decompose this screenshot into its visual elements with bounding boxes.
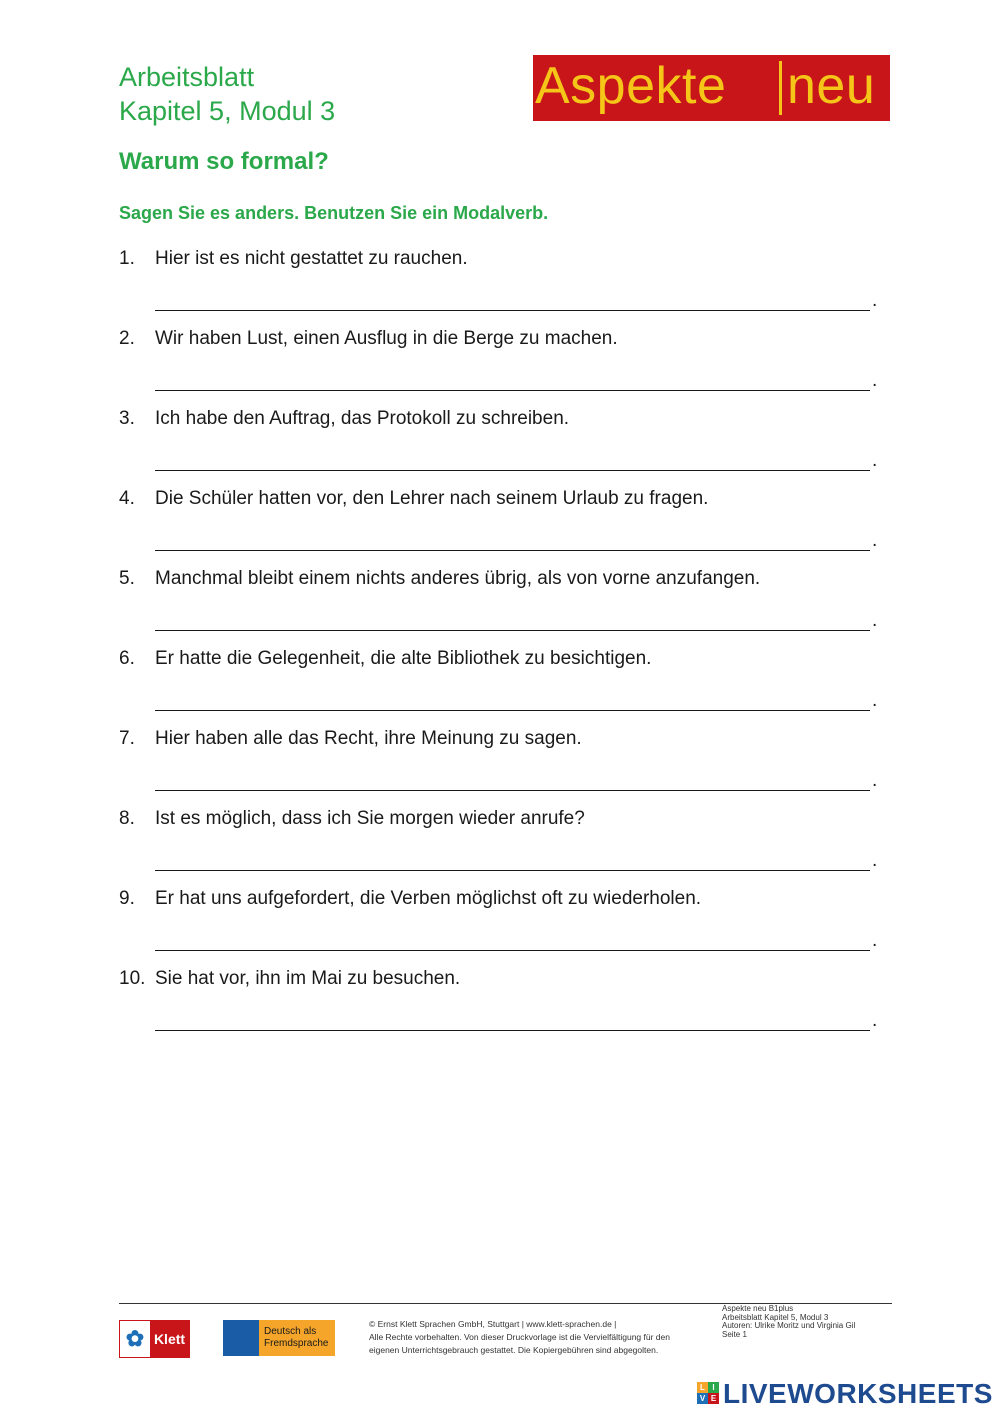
item-prompt: Ich habe den Auftrag, das Protokoll zu schreiben.: [155, 408, 570, 429]
answer-period: .: [872, 290, 878, 311]
answer-period: .: [872, 370, 878, 391]
answer-period: .: [872, 1010, 878, 1031]
item-prompt: Wir haben Lust, einen Ausflug in die Berge zu machen.: [155, 328, 618, 349]
answer-line[interactable]: [155, 710, 870, 711]
answer-period: .: [872, 530, 878, 551]
copyright-line: © Ernst Klett Sprachen GmbH, Stuttgart | www.klett-sprachen.de |: [369, 1319, 617, 1329]
live-letter: L: [697, 1382, 708, 1393]
liveworksheets-wordmark: LIVEWORKSHEETS: [723, 1378, 993, 1409]
answer-period: .: [872, 770, 878, 791]
liveworksheets-icon: [697, 1382, 719, 1404]
daf-logo: [223, 1320, 335, 1356]
item-number: 3.: [119, 408, 135, 429]
daf-logo-square: [223, 1320, 259, 1356]
item-number: 8.: [119, 808, 135, 829]
live-letter: V: [697, 1393, 708, 1404]
live-letter: E: [708, 1393, 719, 1404]
logo-divider: [779, 61, 782, 115]
logo-word-neu: neu: [787, 57, 876, 115]
worksheet-subtitle: Kapitel 5, Modul 3: [119, 96, 336, 126]
copyright-notice: [369, 1318, 699, 1357]
copyright-line: Alle Rechte vorbehalten. Von dieser Druckvorlage ist die Vervielfältigung für den: [369, 1332, 670, 1342]
item-number: 5.: [119, 568, 135, 589]
meta-line: Arbeitsblatt Kapitel 5, Modul 3: [722, 1312, 829, 1322]
klett-brand: Klett: [150, 1321, 189, 1357]
item-prompt: Ist es möglich, dass ich Sie morgen wieder anrufe?: [155, 808, 585, 829]
answer-line[interactable]: [155, 1030, 870, 1031]
answer-line[interactable]: [155, 630, 870, 631]
exercise-instruction: Sagen Sie es anders. Benutzen Sie ein Modalverb.: [119, 203, 549, 223]
item-number: 10.: [119, 968, 146, 989]
item-prompt: Hier haben alle das Recht, ihre Meinung zu sagen.: [155, 728, 582, 749]
klett-logo: [119, 1320, 190, 1358]
daf-logo-label: Deutsch als Fremdsprache: [259, 1320, 335, 1356]
answer-line[interactable]: [155, 310, 870, 311]
copyright-line: eigenen Unterrichtsgebrauch gestattet. Die Kopiergebühren sind abgegolten.: [369, 1345, 659, 1355]
item-prompt: Sie hat vor, ihn im Mai zu besuchen.: [155, 968, 461, 989]
live-letter: I: [708, 1382, 719, 1393]
item-prompt: Hier ist es nicht gestattet zu rauchen.: [155, 248, 468, 269]
answer-period: .: [872, 450, 878, 471]
answer-line[interactable]: [155, 390, 870, 391]
item-number: 1.: [119, 248, 135, 269]
meta-line: Autoren: Ulrike Moritz und Virginia Gil: [722, 1321, 856, 1330]
document-meta: [722, 1305, 892, 1339]
item-number: 2.: [119, 328, 135, 349]
worksheet-title: Arbeitsblatt: [119, 62, 255, 92]
item-prompt: Er hatte die Gelegenheit, die alte Bibliothek zu besichtigen.: [155, 648, 652, 669]
item-number: 7.: [119, 728, 135, 749]
answer-line[interactable]: [155, 550, 870, 551]
answer-period: .: [872, 610, 878, 631]
meta-line: Seite 1: [722, 1329, 747, 1339]
answer-period: .: [872, 930, 878, 951]
item-number: 6.: [119, 648, 135, 669]
answer-period: .: [872, 850, 878, 871]
item-number: 9.: [119, 888, 135, 909]
answer-period: .: [872, 690, 878, 711]
item-number: 4.: [119, 488, 135, 509]
answer-line[interactable]: [155, 950, 870, 951]
exercise-heading: Warum so formal?: [119, 148, 329, 175]
answer-line[interactable]: [155, 870, 870, 871]
klett-clover-icon: ✿: [125, 1326, 145, 1351]
logo-word-aspekte: Aspekte: [535, 57, 727, 115]
item-prompt: Die Schüler hatten vor, den Lehrer nach seinem Urlaub zu fragen.: [155, 488, 709, 509]
item-prompt: Er hat uns aufgefordert, die Verben möglichst oft zu wiederholen.: [155, 888, 702, 909]
meta-line: Aspekte neu B1plus: [722, 1304, 794, 1313]
aspekte-neu-logo: [533, 55, 890, 121]
item-prompt: Manchmal bleibt einem nichts anderes übrig, als von vorne anzufangen.: [155, 568, 761, 589]
answer-line[interactable]: [155, 470, 870, 471]
answer-line[interactable]: [155, 790, 870, 791]
